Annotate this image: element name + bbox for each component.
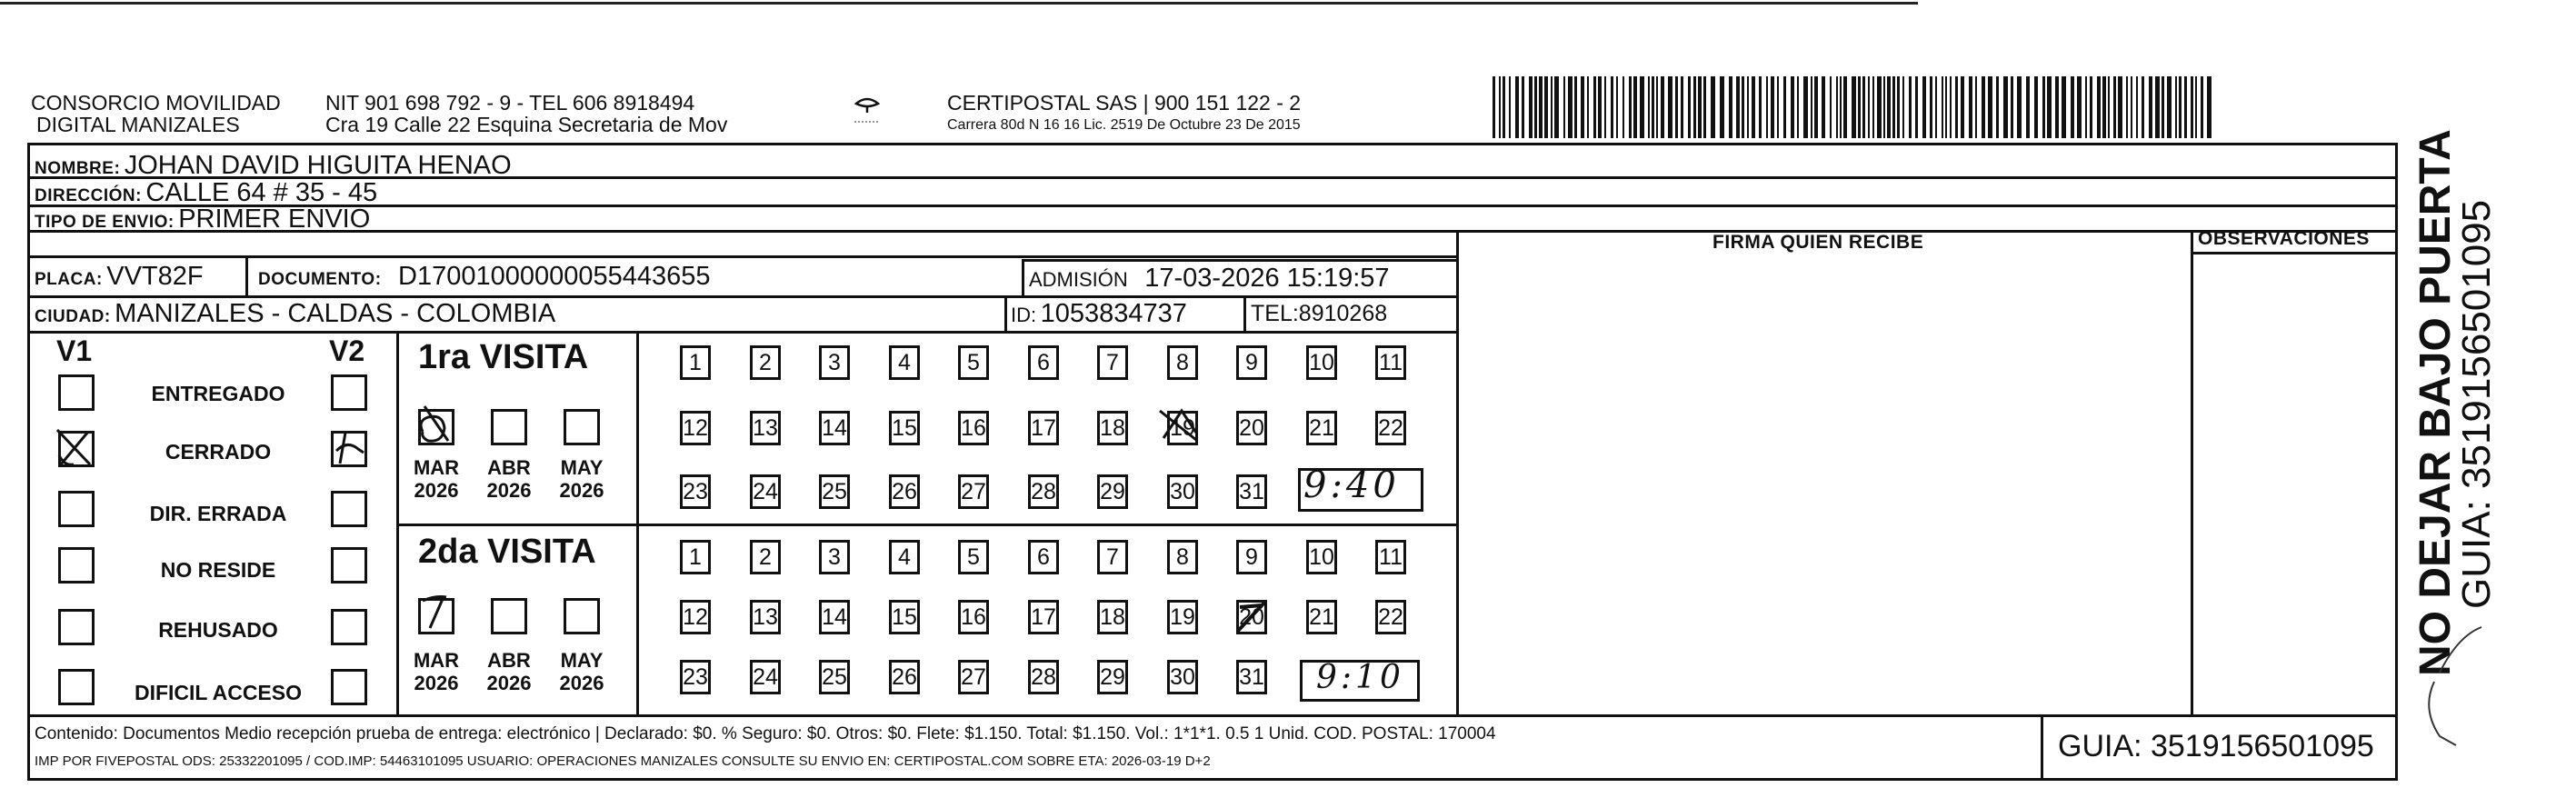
firma-label: FIRMA QUIEN RECIBE (1712, 232, 1924, 253)
col-divider (636, 331, 639, 714)
row-divider (396, 524, 1459, 526)
barcode-bar (1633, 76, 1637, 138)
barcode-bar (2011, 76, 2013, 138)
tel-field (1251, 303, 1387, 325)
barcode-bar (1656, 76, 1658, 138)
visit2-day-12[interactable]: 12 (680, 600, 711, 634)
visit2-day-10[interactable]: 10 (1306, 540, 1337, 574)
direccion-field (35, 180, 377, 206)
visit2-day-29[interactable]: 29 (1097, 660, 1128, 694)
barcode-bar (1493, 76, 1495, 138)
visit2-day-17[interactable]: 17 (1028, 600, 1059, 634)
visit1-day-26[interactable]: 26 (889, 474, 920, 509)
visit2-day-18[interactable]: 18 (1097, 600, 1128, 634)
barcode-bar (1522, 76, 1524, 138)
barcode-bar (1747, 76, 1749, 138)
barcode-bar (2071, 76, 2074, 138)
barcode-bar (2131, 76, 2132, 138)
visit2-day-13[interactable]: 13 (750, 600, 781, 634)
visit2-day-16[interactable]: 16 (958, 600, 989, 634)
barcode-bar (1982, 76, 1985, 138)
documento-field (258, 264, 711, 290)
visit2-day-26[interactable]: 26 (889, 660, 920, 694)
visit2-day-9[interactable]: 9 (1236, 540, 1267, 574)
visit2-day-21[interactable]: 21 (1306, 600, 1337, 634)
barcode-bar (1988, 76, 1992, 138)
barcode-bar (1783, 76, 1786, 138)
tipo-envio-value: PRIMER ENVIO (178, 204, 371, 234)
visit2-day-31[interactable]: 31 (1236, 660, 1267, 694)
col-divider (1022, 259, 1024, 295)
barcode-bar (1640, 76, 1644, 138)
status-no-reside: NO RESIDE (160, 558, 276, 582)
signature-area[interactable] (1459, 255, 2191, 714)
barcode-bar (1611, 76, 1613, 138)
visit1-day-14[interactable]: 14 (819, 411, 850, 445)
v1-checkbox-entregado[interactable] (58, 374, 95, 411)
barcode-bar (1503, 76, 1505, 138)
barcode-bar (2003, 76, 2008, 138)
visit1-day-3[interactable]: 3 (819, 345, 850, 380)
visit1-day-19[interactable]: 19 (1167, 411, 1198, 445)
status-entregado: ENTREGADO (151, 382, 285, 405)
col-divider (245, 255, 248, 295)
placa-label: PLACA: (35, 270, 103, 289)
v2-checkbox-rehusado[interactable] (331, 609, 367, 645)
barcode-bar (1961, 76, 1964, 138)
visit1-day-15[interactable]: 15 (889, 411, 920, 445)
barcode-bar (1563, 76, 1565, 138)
barcode-bar (2184, 76, 2187, 138)
barcode-bar (1574, 76, 1577, 138)
barcode-bar (2085, 76, 2087, 138)
month-name: MAR (413, 649, 460, 672)
visit1-day-2[interactable]: 2 (750, 345, 781, 380)
visit2-day-6[interactable]: 6 (1028, 540, 1059, 574)
barcode-bar (2149, 76, 2152, 138)
col-divider (396, 331, 399, 714)
admision-field (1029, 265, 1390, 292)
barcode-bar (2191, 76, 2193, 138)
visit2-day-3[interactable]: 3 (819, 540, 850, 574)
v1-checkbox-dir-errada[interactable] (58, 491, 95, 527)
visit2-day-8[interactable]: 8 (1167, 540, 1198, 574)
barcode-bar (1777, 76, 1779, 138)
ciudad-label: CIUDAD: (35, 307, 111, 326)
barcode-bar (1840, 76, 1842, 138)
barcode-bar (1554, 76, 1559, 138)
documento-label: DOCUMENTO: (258, 270, 382, 289)
footer-contents: Contenido: Documentos Medio recepción prueba de entrega: electrónico | Declarado: $0. % Seguro: $0. Otros: $0. Flete: $1.150. Total: $1.150. Vol.: 1*1*1. 0.5 1 Unid. COD. POSTAL: 170004 (35, 724, 1496, 743)
visit2-month-may (554, 649, 609, 695)
barcode-bar (1969, 76, 1972, 138)
barcode-bar (1604, 76, 1606, 138)
visit2-day-30[interactable]: 30 (1167, 660, 1198, 694)
barcode-bar (2118, 76, 2122, 138)
side-scribble (2403, 600, 2512, 759)
barcode-bar (1742, 76, 1744, 138)
barcode-bar (2126, 76, 2128, 138)
row-divider (27, 255, 1459, 258)
visit2-title: 2da VISITA (418, 533, 596, 571)
barcode-bar (1902, 76, 1904, 138)
barcode-bar (2042, 76, 2045, 138)
visit2-day-5[interactable]: 5 (958, 540, 989, 574)
v2-label: V2 (329, 334, 365, 367)
ciudad-field (35, 301, 555, 327)
admision-value: 17-03-2026 15:19:57 (1144, 264, 1390, 293)
visit2-handwritten-time: 9:10 (1316, 659, 1404, 696)
barcode-bar (1703, 76, 1706, 138)
visit1-month-mar (409, 456, 464, 503)
month-year: 2026 (559, 479, 604, 503)
sender-address: Cra 19 Calle 22 Esquina Secretaria de Mov (325, 113, 728, 136)
v1-checkbox-dificil-acceso[interactable] (58, 669, 95, 705)
barcode-bar (1858, 76, 1861, 138)
visit1-day-22[interactable]: 22 (1375, 411, 1406, 445)
barcode-bar (1883, 76, 1885, 138)
direccion-value: CALLE 64 # 35 - 45 (145, 178, 378, 207)
status-dificil-acceso: DIFICIL ACCESO (134, 681, 302, 704)
visit2-month-abr-checkbox[interactable] (491, 598, 527, 634)
tel-value: 8910268 (1298, 301, 1388, 326)
barcode-bar (1975, 76, 1977, 138)
visit1-day-30[interactable]: 30 (1167, 474, 1198, 509)
barcode-bar (1803, 76, 1808, 138)
barcode-bar (1698, 76, 1702, 138)
visit2-day-20[interactable]: 20 (1236, 600, 1267, 634)
v1-checkbox-rehusado[interactable] (58, 609, 95, 645)
v2-checkbox-cerrado[interactable] (331, 431, 367, 467)
barcode-bar (1930, 76, 1932, 138)
visit2-day-14[interactable]: 14 (819, 600, 850, 634)
visit1-day-7[interactable]: 7 (1097, 345, 1128, 380)
visit1-day-29[interactable]: 29 (1097, 474, 1128, 509)
barcode-bar (1568, 76, 1573, 138)
barcode-bar (1830, 76, 1832, 138)
v2-checkbox-dificil-acceso[interactable] (331, 669, 367, 705)
visit2-day-7[interactable]: 7 (1097, 540, 1128, 574)
status-rehusado: REHUSADO (158, 618, 278, 642)
barcode-bar (2097, 76, 2101, 138)
visit1-day-12[interactable]: 12 (680, 411, 711, 445)
visit1-day-23[interactable]: 23 (680, 474, 711, 509)
nombre-field (35, 153, 512, 179)
barcode-bar (1887, 76, 1891, 138)
barcode-bar (1675, 76, 1678, 138)
visit1-day-28[interactable]: 28 (1028, 474, 1059, 509)
visit2-month-abr (482, 649, 536, 695)
documento-value: D17001000000055443655 (398, 262, 711, 291)
barcode-bar (1766, 76, 1768, 138)
barcode-bar (2179, 76, 2182, 138)
observaciones-area[interactable] (2193, 254, 2398, 714)
barcode-bar (1581, 76, 1584, 138)
barcode-bar (1587, 76, 1589, 138)
barcode-bar (2017, 76, 2022, 138)
placa-field (35, 264, 204, 290)
visit2-day-2[interactable]: 2 (750, 540, 781, 574)
barcode-bar (1736, 76, 1740, 138)
barcode-bar (1935, 76, 1937, 138)
visit2-day-27[interactable]: 27 (958, 660, 989, 694)
id-field (1011, 301, 1187, 327)
barcode-bar (1661, 76, 1664, 138)
side-guia: GUIA: 3519156501095 (2454, 199, 2499, 609)
id-value: 1053834737 (1040, 299, 1187, 328)
barcode-bar (1668, 76, 1672, 138)
visit1-day-10[interactable]: 10 (1306, 345, 1337, 380)
barcode-bar (1720, 76, 1724, 138)
visit2-day-15[interactable]: 15 (889, 600, 920, 634)
visit1-day-18[interactable]: 18 (1097, 411, 1128, 445)
month-name: MAY (560, 456, 604, 479)
month-year: 2026 (559, 672, 604, 695)
month-year: 2026 (414, 672, 459, 695)
month-name: ABR (487, 649, 531, 672)
nombre-label: NOMBRE: (35, 159, 121, 178)
barcode-bar (1862, 76, 1865, 138)
sender-nit: NIT 901 698 792 - 9 - TEL 606 8918494 (325, 91, 695, 115)
scan-edge-line (0, 2, 1918, 5)
barcode-bar (1652, 76, 1654, 138)
visit2-day-23[interactable]: 23 (680, 660, 711, 694)
visit1-day-19-mark (1156, 405, 1202, 450)
barcode-bar (1711, 76, 1715, 138)
visit2-day-28[interactable]: 28 (1028, 660, 1059, 694)
observaciones-label: OBSERVACIONES (2198, 228, 2370, 249)
v2-checkbox-entregado[interactable] (331, 374, 367, 411)
barcode-bar (2062, 76, 2066, 138)
barcode-bar (2026, 76, 2030, 138)
visit1-day-9[interactable]: 9 (1236, 345, 1267, 380)
visit1-day-6[interactable]: 6 (1028, 345, 1059, 380)
barcode-bar (1534, 76, 1537, 138)
visit1-day-13[interactable]: 13 (750, 411, 781, 445)
month-name: ABR (487, 456, 531, 479)
carrier-name: CERTIPOSTAL SAS | 900 151 122 - 2 (947, 91, 1302, 115)
visit1-day-17[interactable]: 17 (1028, 411, 1059, 445)
barcode-bar (1598, 76, 1602, 138)
visit1-day-25[interactable]: 25 (819, 474, 850, 509)
barcode-bar (1499, 76, 1501, 138)
barcode-bar (1529, 76, 1533, 138)
ciudad-value: MANIZALES - CALDAS - COLOMBIA (115, 299, 556, 328)
v1-checkbox-cerrado[interactable] (58, 431, 95, 467)
barcode-bar (2162, 76, 2164, 138)
barcode-bar (2136, 76, 2138, 138)
row-divider (27, 230, 2398, 233)
visit2-day-20-mark (1234, 598, 1271, 639)
tipo-envio-label: TIPO DE ENVIO: (35, 213, 175, 232)
barcode-bar (1955, 76, 1958, 138)
barcode-bar (2055, 76, 2059, 138)
barcode-bar (2195, 76, 2197, 138)
barcode-bar (1791, 76, 1794, 138)
barcode-bar (2090, 76, 2092, 138)
barcode-bar (1892, 76, 1895, 138)
footer-print-info: IMP POR FIVEPOSTAL ODS: 25332201095 / COD.IMP: 54463101095 USUARIO: OPERACIONES MANIZALES CONSULTE SU ENVIO EN: CERTIPOSTAL.COM SOBRE ETA: 2026-03-19 D+2 (35, 753, 1211, 769)
barcode-bar (1950, 76, 1952, 138)
visit1-day-8[interactable]: 8 (1167, 345, 1198, 380)
barcode-bar (1593, 76, 1596, 138)
barcode-bar (1868, 76, 1870, 138)
visit2-day-19[interactable]: 19 (1167, 600, 1198, 634)
barcode-bar (1945, 76, 1947, 138)
visit1-day-21[interactable]: 21 (1306, 411, 1337, 445)
barcode-bar (2142, 76, 2144, 138)
visit1-day-16[interactable]: 16 (958, 411, 989, 445)
barcode-bar (2113, 76, 2116, 138)
visit1-day-27[interactable]: 27 (958, 474, 989, 509)
barcode-bar (1688, 76, 1691, 138)
barcode-bar (2207, 76, 2212, 138)
barcode-bar (1836, 76, 1838, 138)
month-year: 2026 (486, 479, 532, 503)
barcode-bar (1877, 76, 1882, 138)
visit2-day-1[interactable]: 1 (680, 540, 711, 574)
barcode-bar (1693, 76, 1696, 138)
month-year: 2026 (486, 672, 532, 695)
visit2-month-may-checkbox[interactable] (564, 598, 600, 634)
visit1-day-4[interactable]: 4 (889, 345, 920, 380)
barcode-bar (1729, 76, 1732, 138)
visit2-day-25[interactable]: 25 (819, 660, 850, 694)
visit1-title: 1ra VISITA (418, 338, 589, 376)
placa-value: VVT82F (106, 262, 204, 291)
barcode (1493, 76, 2216, 138)
barcode-bar (2102, 76, 2106, 138)
barcode-bar (1843, 76, 1847, 138)
visit1-day-5[interactable]: 5 (958, 345, 989, 380)
barcode-bar (2034, 76, 2038, 138)
col-divider (1243, 295, 1246, 331)
barcode-bar (1544, 76, 1548, 138)
status-cerrado: CERRADO (165, 440, 272, 464)
barcode-bar (1872, 76, 1874, 138)
barcode-bar (1922, 76, 1926, 138)
month-name: MAR (413, 456, 460, 479)
barcode-bar (1622, 76, 1624, 138)
sender-name-line2: DIGITAL MANIZALES (36, 113, 240, 136)
barcode-bar (1629, 76, 1632, 138)
barcode-bar (2108, 76, 2110, 138)
carrier-address: Carrera 80d N 16 16 Lic. 2519 De Octubre 23 De 2015 (947, 117, 1301, 133)
visit2-day-4[interactable]: 4 (889, 540, 920, 574)
barcode-bar (1681, 76, 1683, 138)
barcode-bar (1822, 76, 1825, 138)
barcode-bar (1909, 76, 1912, 138)
visit2-day-11[interactable]: 11 (1375, 540, 1406, 574)
nombre-value: JOHAN DAVID HIGUITA HENAO (124, 151, 512, 180)
visit2-day-22[interactable]: 22 (1375, 600, 1406, 634)
barcode-bar (1515, 76, 1519, 138)
month-name: MAY (560, 649, 604, 672)
row-divider (27, 331, 1459, 334)
barcode-bar (2175, 76, 2177, 138)
v1-label: V1 (56, 334, 93, 367)
v1-checkbox-no-reside[interactable] (58, 547, 95, 584)
visit1-day-1[interactable]: 1 (680, 345, 711, 380)
visit1-day-31[interactable]: 31 (1236, 474, 1267, 509)
visit1-day-11[interactable]: 11 (1375, 345, 1406, 380)
barcode-bar (1759, 76, 1762, 138)
admision-label: ADMISIÓN (1029, 268, 1128, 291)
barcode-bar (1539, 76, 1543, 138)
carrier-logo-icon (849, 95, 885, 125)
visit2-month-mar-checkbox[interactable] (418, 598, 454, 634)
row-divider (1022, 259, 1459, 262)
visit1-month-abr-checkbox[interactable] (491, 409, 527, 445)
barcode-bar (2077, 76, 2082, 138)
tel-label: TEL: (1251, 301, 1299, 326)
barcode-bar (1852, 76, 1856, 138)
barcode-bar (1752, 76, 1755, 138)
visit1-month-mar-checkbox[interactable] (418, 409, 454, 445)
visit1-month-may-checkbox[interactable] (564, 409, 600, 445)
barcode-bar (1942, 76, 1943, 138)
side-warning: NO DEJAR BAJO PUERTA (2411, 129, 2460, 676)
barcode-bar (1509, 76, 1511, 138)
tipo-envio-field (35, 206, 370, 233)
barcode-bar (1771, 76, 1774, 138)
barcode-bar (1551, 76, 1553, 138)
status-dir-errada: DIR. ERRADA (149, 502, 287, 525)
barcode-bar (2047, 76, 2052, 138)
barcode-bar (1897, 76, 1900, 138)
barcode-bar (2167, 76, 2172, 138)
row-divider (27, 204, 2398, 207)
visit1-day-20[interactable]: 20 (1236, 411, 1267, 445)
barcode-bar (1797, 76, 1799, 138)
barcode-bar (1648, 76, 1650, 138)
direccion-label: DIRECCIÓN: (35, 186, 142, 205)
month-year: 2026 (414, 479, 459, 503)
col-divider (2041, 714, 2043, 781)
visit2-month-mar (409, 649, 464, 695)
visit1-month-may (554, 456, 609, 503)
col-divider (1004, 295, 1007, 331)
barcode-bar (2201, 76, 2203, 138)
visit1-month-abr (482, 456, 536, 503)
v2-checkbox-no-reside[interactable] (331, 547, 367, 584)
id-label: ID: (1011, 304, 1037, 326)
visit2-day-24[interactable]: 24 (750, 660, 781, 694)
barcode-bar (1811, 76, 1812, 138)
visit1-handwritten-time: 9:40 (1303, 464, 1400, 506)
barcode-bar (1616, 76, 1618, 138)
v2-checkbox-dir-errada[interactable] (331, 491, 367, 527)
barcode-bar (1814, 76, 1818, 138)
barcode-bar (2155, 76, 2160, 138)
barcode-bar (1915, 76, 1918, 138)
sender-name-line1: CONSORCIO MOVILIDAD (31, 91, 281, 115)
barcode-bar (1996, 76, 1999, 138)
footer-guia: GUIA: 3519156501095 (2058, 729, 2374, 763)
visit1-day-24[interactable]: 24 (750, 474, 781, 509)
